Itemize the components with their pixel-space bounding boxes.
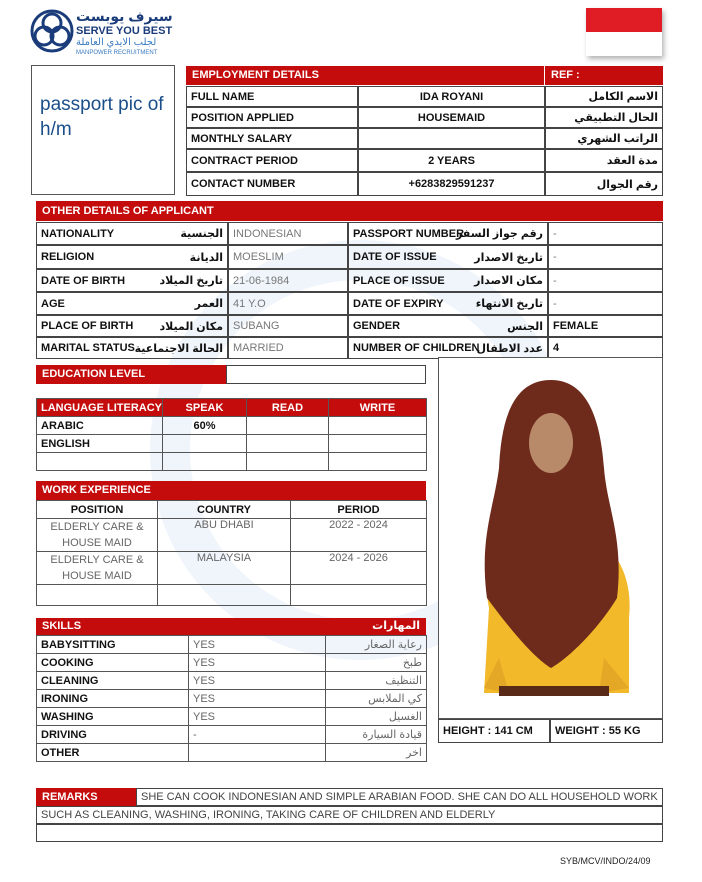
- logo: [30, 8, 180, 58]
- other-details-header-text: OTHER DETAILS OF APPLICANT: [42, 205, 214, 217]
- ref-header: [545, 66, 663, 85]
- work-empty-cell: [291, 585, 427, 606]
- other-label: NATIONALITY: [36, 222, 156, 245]
- other-value: -: [548, 222, 663, 245]
- other-arabic: الحالة الاجتماعية: [140, 337, 228, 359]
- other-value: 21-06-1984: [228, 269, 348, 292]
- skills-header-text: SKILLS: [42, 620, 82, 632]
- language-cell: [329, 453, 427, 471]
- other-value: MARRIED: [228, 337, 348, 359]
- applicant-figure-icon: [439, 358, 664, 720]
- skill-label: COOKING: [37, 654, 189, 672]
- employment-arabic: الحال التطبيقي: [545, 107, 663, 128]
- employment-arabic: الاسم الكامل: [545, 86, 663, 107]
- other-value: SUBANG: [228, 315, 348, 337]
- passport-placeholder: passport pic of h/m: [40, 94, 164, 140]
- reference-code: SYB/MCV/INDO/24/09: [560, 856, 651, 866]
- skill-label: DRIVING: [37, 726, 189, 744]
- language-cell: [329, 417, 427, 435]
- remarks-label-text: REMARKS: [42, 791, 98, 803]
- work-empty-cell: [37, 585, 158, 606]
- employment-label: POSITION APPLIED: [186, 107, 358, 128]
- work-col-header: POSITION: [37, 501, 158, 519]
- other-label: PASSPORT NUMBER: [348, 222, 468, 245]
- employment-value: IDA ROYANI: [358, 86, 545, 107]
- employment-value: HOUSEMAID: [358, 107, 545, 128]
- skill-arabic: التنظيف: [326, 672, 427, 690]
- employment-arabic: الراتب الشهري: [545, 128, 663, 149]
- brand-arabic: سيرف يوبست: [76, 8, 173, 24]
- other-arabic: عدد الاطفال: [468, 337, 548, 359]
- language-col-header: LANGUAGE LITERACY: [37, 399, 163, 417]
- skill-arabic: الغسيل: [326, 708, 427, 726]
- remarks-line-3: [36, 824, 663, 842]
- height-value: HEIGHT : 141 CM: [438, 719, 550, 743]
- remarks-line-1: SHE CAN COOK INDONESIAN AND SIMPLE ARABIAN FOOD. SHE CAN DO ALL HOUSEHOLD WORK: [136, 788, 663, 806]
- employment-value: [358, 128, 545, 149]
- employment-arabic: رقم الجوال: [545, 172, 663, 196]
- employment-arabic: مدة العقد: [545, 149, 663, 172]
- language-col-header: WRITE: [329, 399, 427, 417]
- other-label: MARITAL STATUS: [36, 337, 156, 359]
- employment-label: CONTACT NUMBER: [186, 172, 358, 196]
- language-cell: [247, 417, 329, 435]
- work-experience-header: [36, 481, 426, 500]
- employment-value: +6283829591237: [358, 172, 545, 196]
- employment-label: CONTRACT PERIOD: [186, 149, 358, 172]
- language-cell: ENGLISH: [37, 435, 163, 453]
- other-label: PLACE OF BIRTH: [36, 315, 156, 337]
- language-col-header: READ: [247, 399, 329, 417]
- skill-label: BABYSITTING: [37, 636, 189, 654]
- other-arabic: تاريخ الانتهاء: [468, 292, 548, 315]
- skill-value: YES: [189, 708, 326, 726]
- work-experience-header-text: WORK EXPERIENCE: [42, 484, 151, 496]
- work-country: ABU DHABI: [158, 519, 291, 552]
- skill-arabic: طبخ: [326, 654, 427, 672]
- employment-value: 2 YEARS: [358, 149, 545, 172]
- other-label: NUMBER OF CHILDREN: [348, 337, 468, 359]
- other-arabic: تاريخ الميلاد: [140, 269, 228, 292]
- other-details-header-right: [348, 201, 663, 221]
- brand-name: SERVE YOU BEST: [76, 25, 173, 37]
- brand-arabic-sub: لجلب الايدي العاملة: [76, 37, 157, 48]
- work-col-header: PERIOD: [291, 501, 427, 519]
- skill-label: WASHING: [37, 708, 189, 726]
- ref-label: REF :: [551, 69, 580, 81]
- flag-icon: [586, 8, 662, 56]
- language-cell: [247, 453, 329, 471]
- other-arabic: مكان الاصدار: [468, 269, 548, 292]
- other-arabic: تاريخ الاصدار: [468, 245, 548, 269]
- skill-label: IRONING: [37, 690, 189, 708]
- work-position-line-1: ELDERLY CARE &: [50, 521, 144, 533]
- skill-value: -: [189, 726, 326, 744]
- other-value: MOESLIM: [228, 245, 348, 269]
- work-experience-table: [36, 500, 427, 606]
- work-position-line-2: HOUSE MAID: [62, 570, 132, 582]
- other-label: DATE OF EXPIRY: [348, 292, 468, 315]
- work-position: [37, 519, 158, 552]
- skill-value: YES: [189, 690, 326, 708]
- language-table: [36, 398, 427, 471]
- language-cell: [163, 453, 247, 471]
- language-cell: ARABIC: [37, 417, 163, 435]
- other-arabic: مكان الميلاد: [140, 315, 228, 337]
- education-value: [226, 365, 426, 384]
- work-col-header: COUNTRY: [158, 501, 291, 519]
- remarks-line-2: SUCH AS CLEANING, WASHING, IRONING, TAKING CARE OF CHILDREN AND ELDERLY: [36, 806, 663, 824]
- work-country: MALAYSIA: [158, 552, 291, 585]
- other-label: DATE OF BIRTH: [36, 269, 156, 292]
- other-value: -: [548, 269, 663, 292]
- work-empty-cell: [158, 585, 291, 606]
- other-arabic: رقم جواز السفر: [468, 222, 548, 245]
- skill-value: YES: [189, 672, 326, 690]
- passport-photo-box: [31, 65, 175, 195]
- skill-value: [189, 744, 326, 762]
- other-label: GENDER: [348, 315, 468, 337]
- skill-arabic: رعاية الصغار: [326, 636, 427, 654]
- skill-value: YES: [189, 636, 326, 654]
- other-label: AGE: [36, 292, 156, 315]
- skill-arabic: قيادة السيارة: [326, 726, 427, 744]
- language-cell: [329, 435, 427, 453]
- language-cell: [247, 435, 329, 453]
- weight-value: WEIGHT : 55 KG: [550, 719, 663, 743]
- work-position: [37, 552, 158, 585]
- other-label: DATE OF ISSUE: [348, 245, 468, 269]
- skill-label: CLEANING: [37, 672, 189, 690]
- skill-label: OTHER: [37, 744, 189, 762]
- logo-mark-icon: [30, 8, 74, 54]
- skill-arabic: اخر: [326, 744, 427, 762]
- other-value: FEMALE: [548, 315, 663, 337]
- employment-header: [186, 66, 544, 85]
- skill-value: YES: [189, 654, 326, 672]
- work-position-line-1: ELDERLY CARE &: [50, 554, 144, 566]
- other-value: 41 Y.O: [228, 292, 348, 315]
- education-header: [36, 365, 226, 384]
- other-arabic: الجنس: [468, 315, 548, 337]
- employment-header-text: EMPLOYMENT DETAILS: [192, 69, 319, 81]
- education-header-text: EDUCATION LEVEL: [42, 368, 146, 380]
- skills-header: [36, 618, 426, 635]
- other-value: 4: [548, 337, 663, 359]
- other-details-header: [36, 201, 348, 221]
- other-arabic: الجنسية: [140, 222, 228, 245]
- language-cell: [163, 435, 247, 453]
- work-position-line-2: HOUSE MAID: [62, 537, 132, 549]
- skill-arabic: كي الملابس: [326, 690, 427, 708]
- employment-label: MONTHLY SALARY: [186, 128, 358, 149]
- work-period: 2024 - 2026: [291, 552, 427, 585]
- other-value: -: [548, 292, 663, 315]
- other-label: PLACE OF ISSUE: [348, 269, 468, 292]
- other-label: RELIGION: [36, 245, 156, 269]
- skills-header-arabic: المهارات: [372, 620, 420, 632]
- work-period: 2022 - 2024: [291, 519, 427, 552]
- language-cell: 60%: [163, 417, 247, 435]
- brand-sub: MANPOWER RECRUITMENT: [76, 50, 158, 56]
- remarks-label: [36, 788, 136, 806]
- other-value: -: [548, 245, 663, 269]
- applicant-photo: [438, 357, 663, 719]
- other-value: INDONESIAN: [228, 222, 348, 245]
- other-arabic: العمر: [140, 292, 228, 315]
- language-col-header: SPEAK: [163, 399, 247, 417]
- employment-label: FULL NAME: [186, 86, 358, 107]
- language-cell: [37, 453, 163, 471]
- skills-table: [36, 635, 427, 762]
- other-arabic: الديانة: [140, 245, 228, 269]
